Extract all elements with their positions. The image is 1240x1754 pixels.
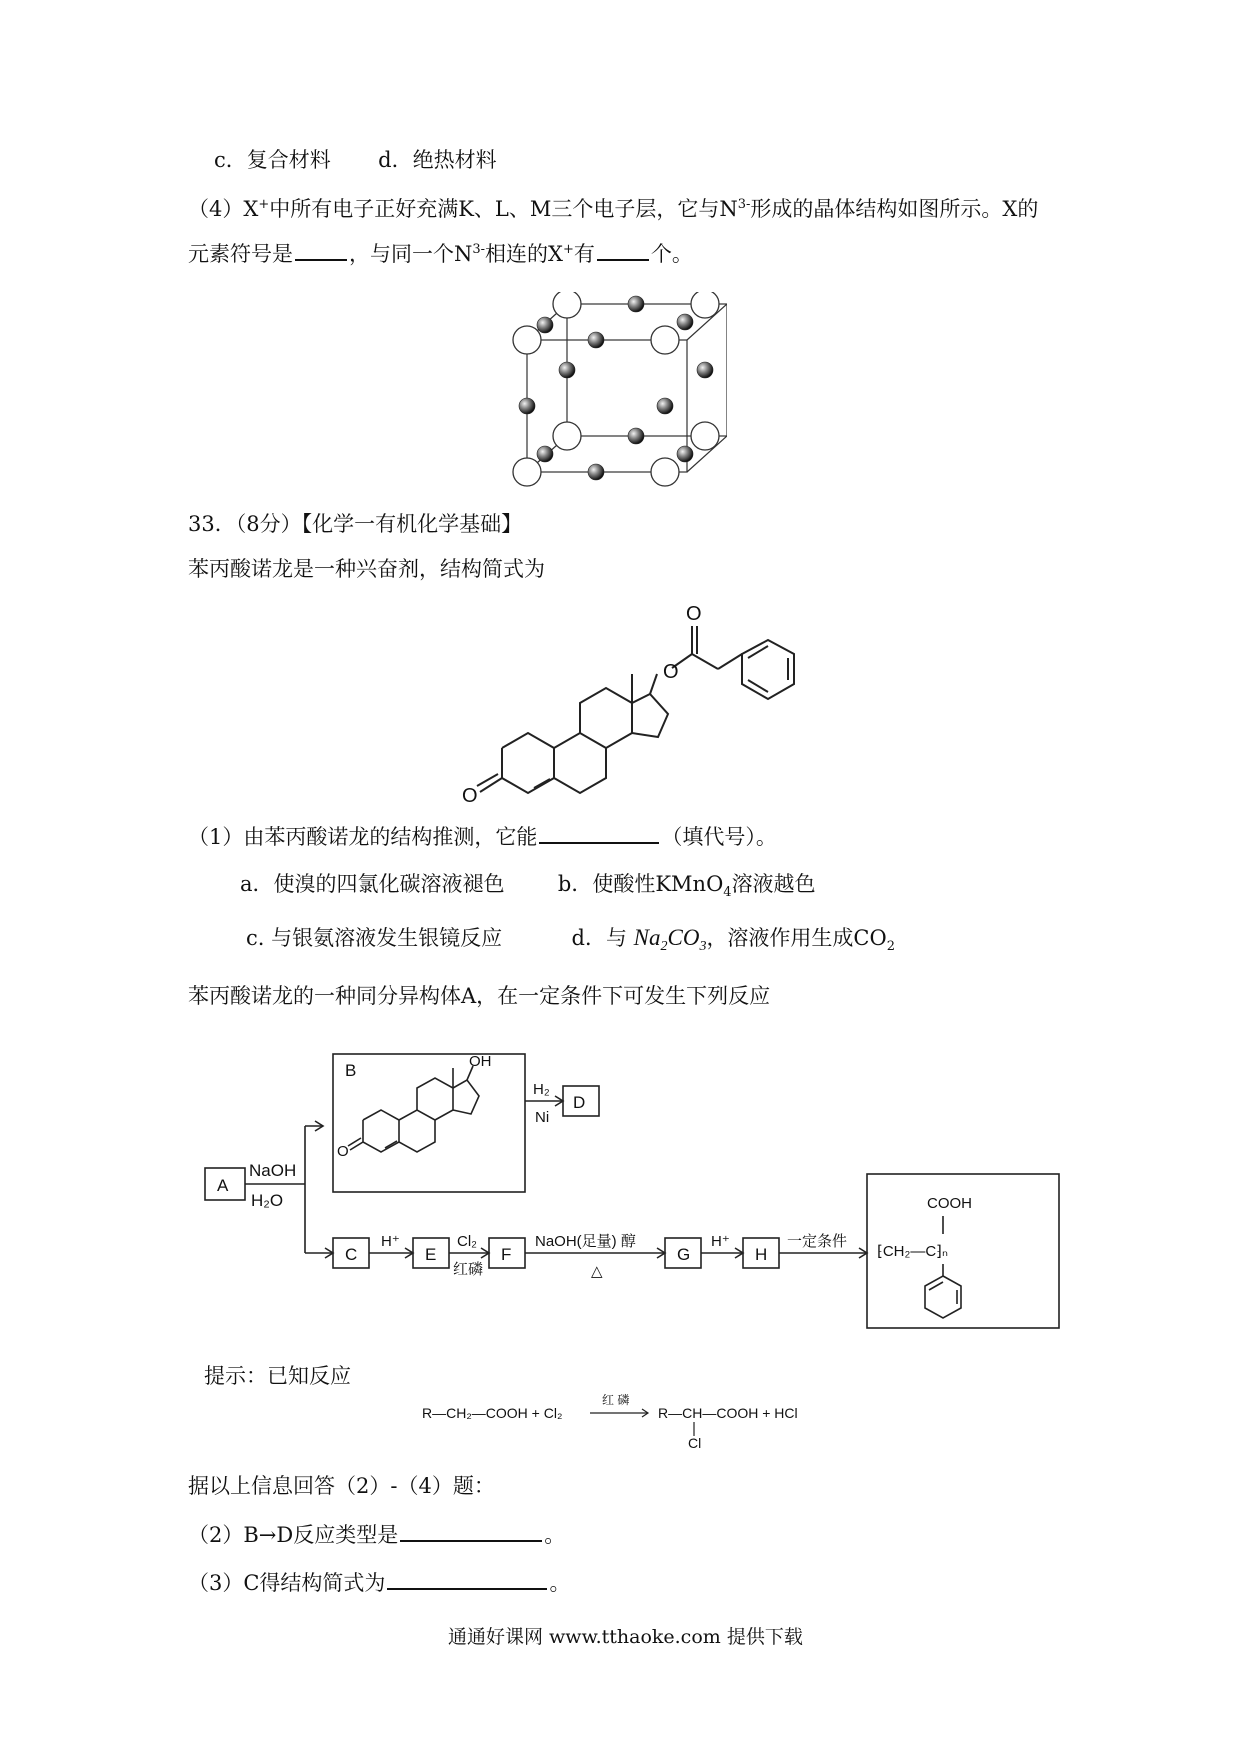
label-delta: △ [591,1263,603,1280]
q2-end: 。 [544,1523,566,1547]
q1-tail: （填代号）。 [661,825,777,849]
q4-text-d: 元素符号是 [188,242,293,266]
label-h: H [755,1245,768,1264]
label-b: B [345,1061,357,1080]
sup-plus-2: + [563,242,574,257]
label-ni: Ni [535,1109,550,1126]
label-hplus-2: H⁺ [711,1233,730,1250]
q2-text: （2）B [188,1523,259,1547]
q1-text: （1）由苯丙酸诺龙的结构推测，它能 [188,825,538,849]
q33-q3 [188,1568,570,1597]
q4-text-g: 有 [573,242,595,266]
q4-text-b: 中所有电子正好充满K、L、M三个电子层，它与N [269,197,738,221]
hint-eq-arrow-label: 红 磷 [602,1393,630,1407]
label-cooh: COOH [927,1195,972,1212]
q4-line1 [188,191,1038,223]
isomer-text: 苯丙酸诺龙的一种同分异构体A，在一定条件下可发生下列反应 [188,984,771,1008]
option-d-tail: ，溶液作用生成CO [706,926,887,950]
label-h2o: H₂O [251,1191,284,1210]
label-cl2: Cl₂ [457,1233,477,1250]
label-a: A [217,1176,229,1195]
q4-text-e: ，与同一个N [349,242,473,266]
q4-line2 [188,236,693,268]
formula-sub-3: 3 [699,939,707,955]
q1-options-ab [240,870,816,907]
formula-co: CO [667,925,700,950]
q4-text-f: 相连的X [485,242,563,266]
carbonyl-o-label: O [686,603,702,625]
answer-blank[interactable] [295,239,347,261]
reaction-scheme [195,1036,1075,1336]
answer-blank[interactable] [387,1568,547,1590]
label-naoh: NaOH [249,1161,297,1180]
answer-blank[interactable] [597,239,649,261]
label-naoh-excess: NaOH(足量) 醇 [535,1233,636,1250]
page-footer: 通通好课网 www.tthaoke.com 提供下载 [448,1626,803,1648]
answer-intro: 据以上信息回答（2）-（4）题： [188,1474,495,1498]
hint-equation [420,1392,840,1454]
q3-text: （3）C得结构简式为 [188,1571,386,1595]
label-f: F [501,1245,512,1264]
ketone-o-label: O [462,785,478,807]
label-hplus-1: H⁺ [381,1233,400,1250]
label-c: C [345,1245,358,1264]
label-hongling: 红磷 [453,1261,484,1278]
q33-q1 [188,822,777,851]
sup-plus: + [258,197,270,212]
label-oh: OH [469,1053,492,1070]
hint-eq-left: R—CH₂—COOH + Cl₂ [422,1405,563,1421]
answer-blank[interactable] [400,1520,542,1542]
nandrolone-phenpropionate-structure [450,602,830,812]
formula-sub-2: 2 [660,939,668,955]
q32-options-cd [214,146,497,174]
q3-end: 。 [549,1571,571,1595]
formula-na: Na [633,925,661,950]
option-b-sub: 4 [723,885,732,901]
hint-eq-cl: Cl [688,1435,702,1451]
label-e: E [425,1245,437,1264]
option-b-tail: 溶液越色 [731,872,816,896]
option-b: b．使酸性KMnO [557,872,724,896]
q33-q2 [188,1520,565,1549]
option-d: d．绝热材料 [378,148,497,172]
label-b-o: O [337,1143,349,1160]
q4-text-a: （4）X [188,197,259,221]
sup-n3: 3- [737,197,751,212]
label-g: G [677,1245,691,1264]
ester-o-label: O [663,661,679,683]
label-yiding: 一定条件 [787,1233,848,1250]
q4-text-h: 个。 [650,242,693,266]
q2-text-b: D反应类型是 [276,1523,399,1547]
label-polymer: ⁅CH₂—C⁆ₙ [877,1243,949,1260]
option-d-2: d．与 [571,926,627,950]
label-h2: H₂ [533,1081,550,1098]
answer-blank[interactable] [539,822,659,844]
formula-sub-co2: 2 [886,939,896,955]
label-d: D [573,1093,586,1112]
sup-n3-2: 3- [472,242,486,257]
q2-arrow: → [258,1523,277,1547]
q1-options-cd [246,924,895,961]
option-a: a．使溴的四氯化碳溶液褪色 [240,872,505,896]
q33-header: 33．（8分）【化学一有机化学基础】 [188,512,523,536]
crystal-structure-figure [505,292,727,492]
q33-intro: 苯丙酸诺龙是一种兴奋剂，结构简式为 [188,557,545,581]
option-c: c．复合材料 [214,148,331,172]
option-c-2: c. 与银氨溶液发生银镜反应 [246,926,503,950]
hint-eq-right: R—CH—COOH + HCl [658,1405,798,1421]
hint-label: 提示：已知反应 [204,1364,351,1388]
q4-text-c: 形成的晶体结构如图所示。X的 [750,197,1039,221]
